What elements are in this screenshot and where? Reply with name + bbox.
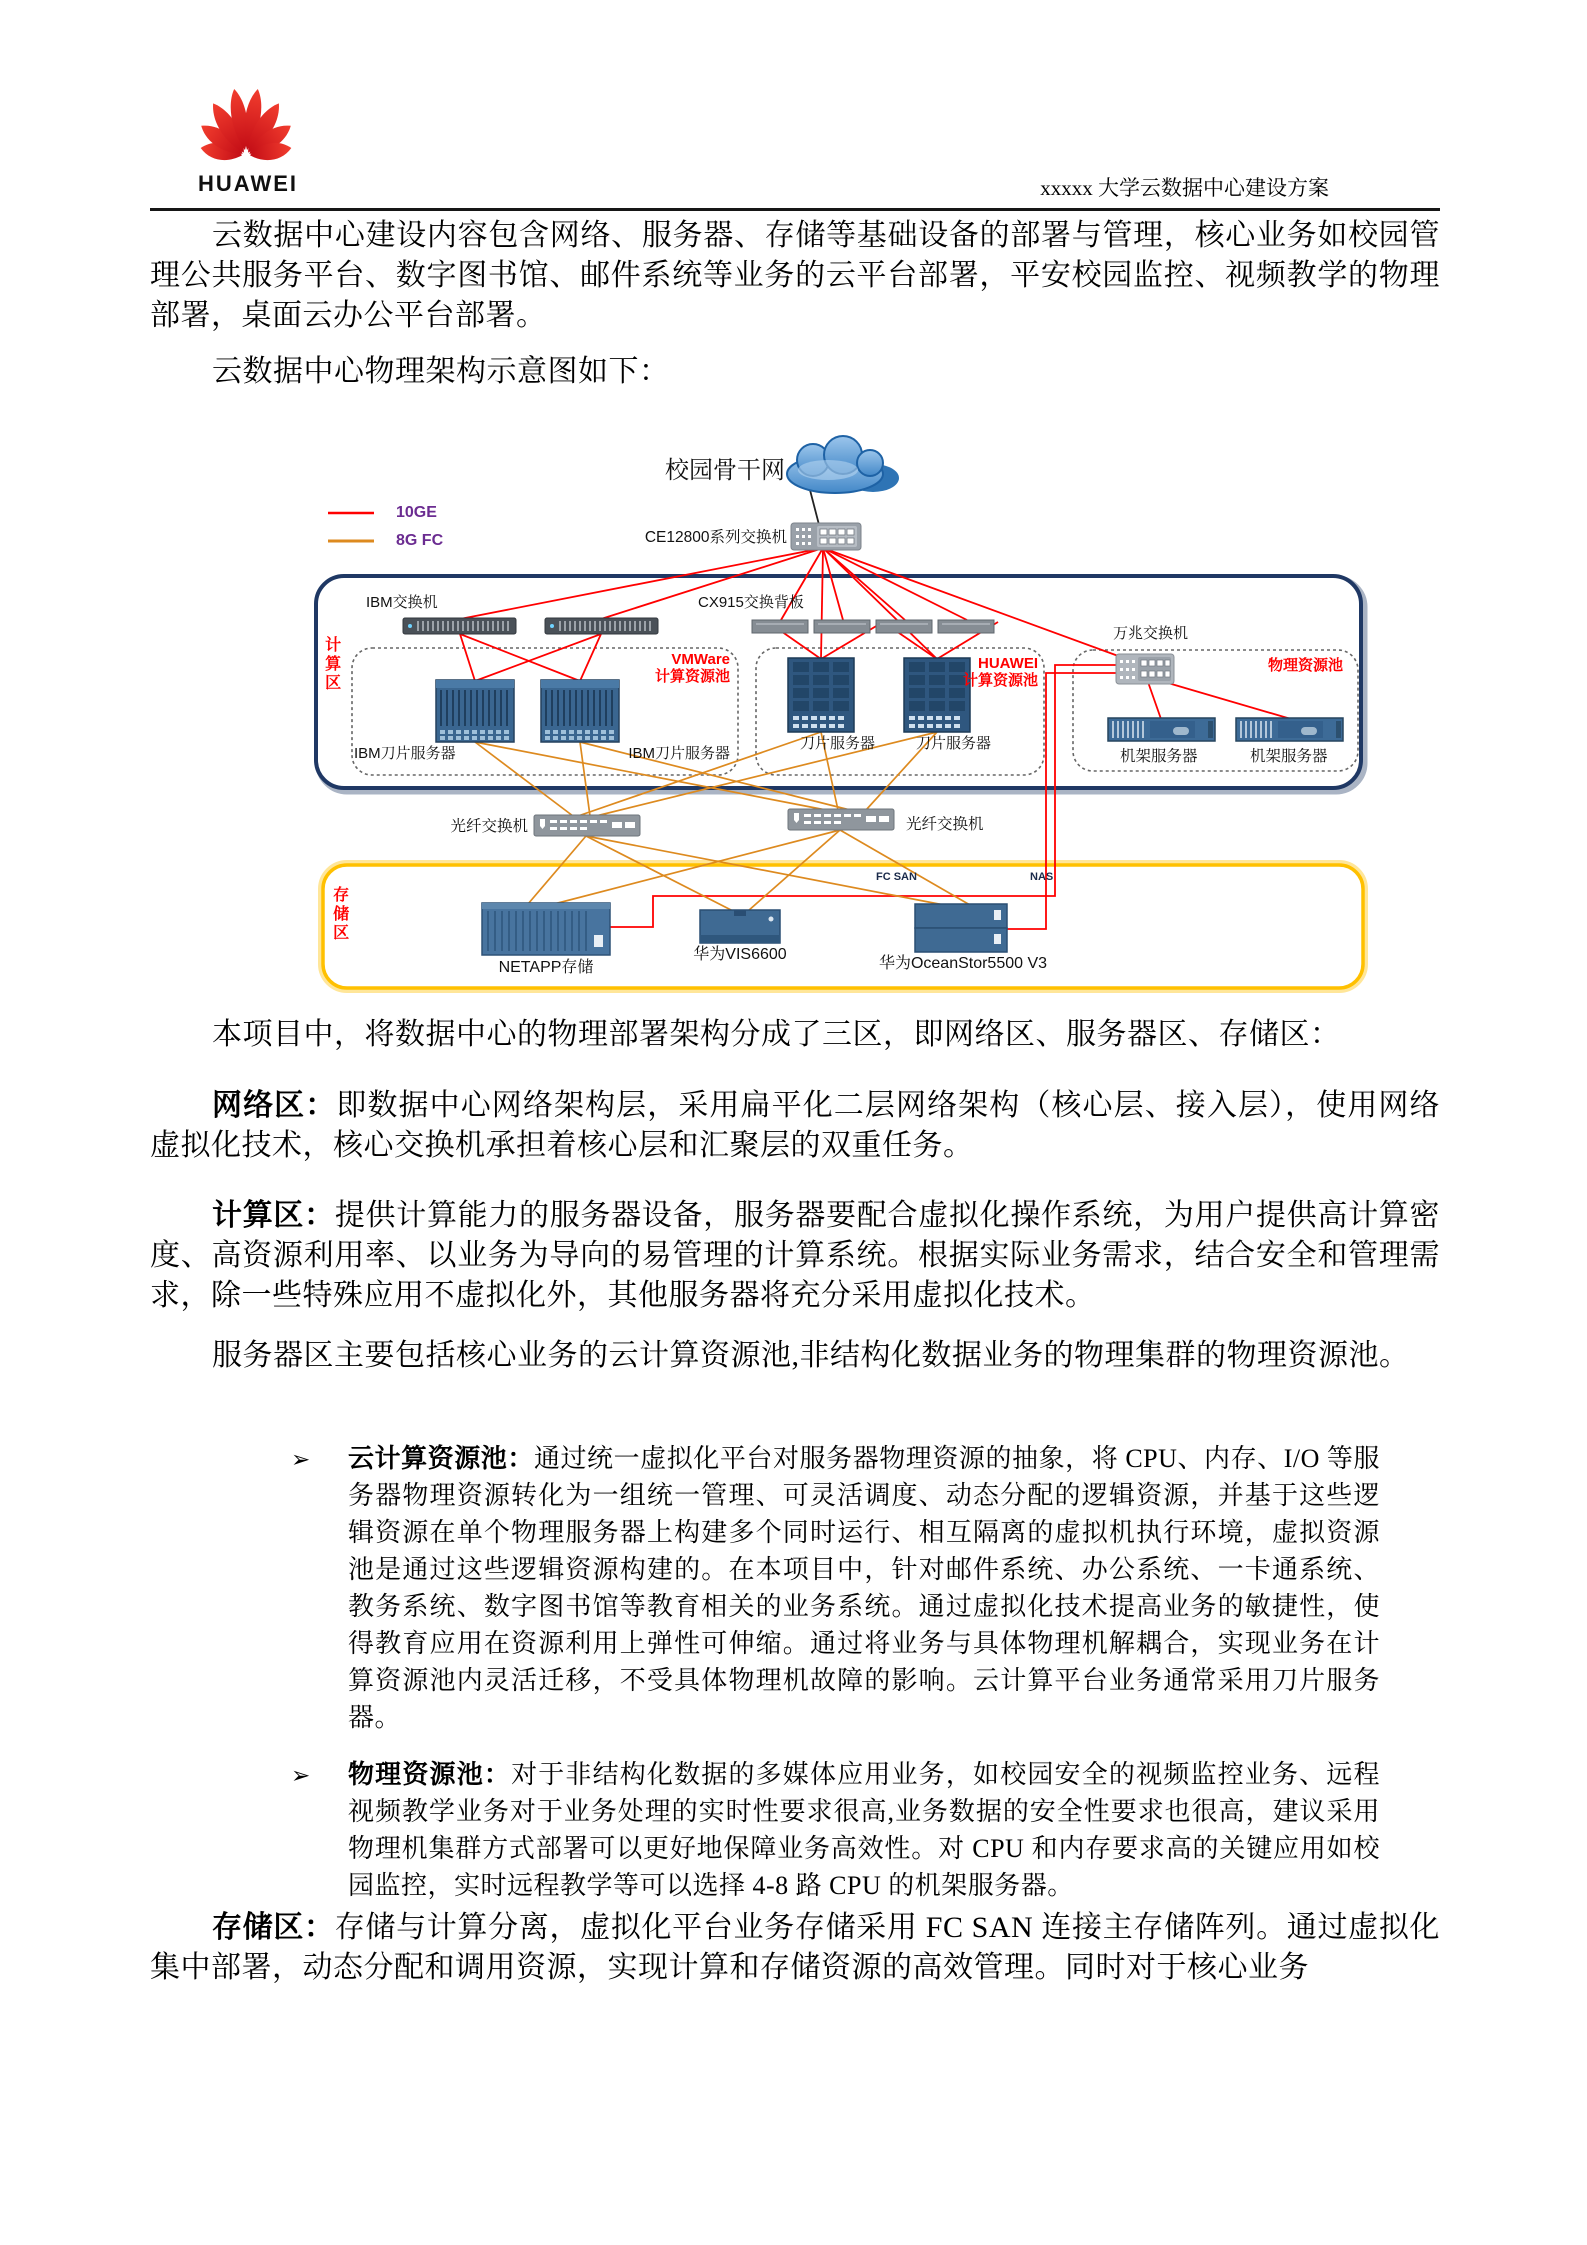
compute-zone-label: 计算区 <box>322 636 340 693</box>
rack-server-label-1: 机架服务器 <box>1120 748 1198 765</box>
vis6600-label: 华为VIS6600 <box>693 946 787 963</box>
cloud-label: 校园骨干网 <box>665 457 785 484</box>
huawei-blade-chassis-icon-1 <box>788 658 854 732</box>
rack-server-icon-2 <box>1236 718 1343 741</box>
netapp-label: NETAPP存储 <box>498 959 594 976</box>
paragraph-three-zones: 本项目中，将数据中心的物理部署架构分成了三区，即网络区、服务器区、存储区： <box>212 1018 1341 1051</box>
blade-label-1: 刀片服务器 <box>800 735 876 752</box>
paragraph-server-zone: 服务器区主要包括核心业务的云计算资源池,非结构化数据业务的物理集群的物理资源池。 <box>212 1339 1410 1372</box>
fiber-switch-icon-left <box>534 815 640 836</box>
cloud-icon <box>787 436 899 493</box>
oceanstor-icon <box>915 904 1007 952</box>
fiber-switch-label-left: 光纤交换机 <box>450 818 528 835</box>
paragraph-network-zone <box>150 1086 1440 1166</box>
fiber-switch-label-right: 光纤交换机 <box>906 816 984 833</box>
bullet-physical-pool <box>150 1756 1380 1904</box>
vis6600-icon <box>700 910 780 943</box>
storage-zone-runin-label: 存储区： <box>212 1911 335 1944</box>
vmware-pool-label-line1: VMWare <box>671 651 730 668</box>
vmware-pool-label-line2: 计算资源池 <box>654 667 730 685</box>
document-header-title: xxxxx 大学云数据中心建设方案 <box>1040 176 1329 200</box>
cx915-label: CX915交换背板 <box>698 594 804 611</box>
netapp-storage-icon <box>482 903 610 955</box>
legend-label-8gfc: 8G FC <box>396 532 444 549</box>
fiber-switch-icon-right <box>788 809 894 830</box>
compute-zone-runin-label: 计算区： <box>212 1199 335 1232</box>
huawei-pool-label-line1: HUAWEI <box>978 655 1038 672</box>
ibm-blade-label-1: IBM刀片服务器 <box>354 745 456 762</box>
legend-label-10ge: 10GE <box>396 504 437 521</box>
rack-server-icon-1 <box>1108 718 1215 741</box>
physical-pool-label: 物理资源池 <box>1267 657 1343 674</box>
storage-zone-label: 存储区 <box>330 886 348 943</box>
ibm-switch-label: IBM交换机 <box>366 594 438 611</box>
10g-switch-icon <box>1116 654 1174 684</box>
nas-label: NAS <box>1030 871 1054 883</box>
ibm-switch-icon-2 <box>545 618 658 634</box>
physical-pool-text: 对于非结构化数据的多媒体应用业务，如校园安全的视频监控业务、远程视频教学业务对于业务处理的实时性要求很高,业务数据的安全性要求也很高，建议采用物理机集群方式部署可以更好地保障业务高效性。对 CPU 和内存要求高的关键应用如校园监控，实时远程教学等可以选择 4-8 路 CPU 的机架服务器。 <box>348 1760 1380 1900</box>
fc-san-label: FC SAN <box>876 871 917 883</box>
compute-zone-text: 提供计算能力的服务器设备，服务器要配合虚拟化操作系统，为用户提供高计算密度、高资源利用率、以业务为导向的易管理的计算系统。根据实际业务需求，结合安全和管理需求，除一些特殊应用不虚拟化外，其他服务器将充分采用虚拟化技术。 <box>150 1199 1441 1312</box>
paragraph-compute-zone <box>150 1196 1440 1316</box>
cloud-pool-runin-label: 云计算资源池： <box>348 1444 534 1473</box>
core-switch-label: CE12800系列交换机 <box>644 529 787 546</box>
bullet-arrow-icon: ➢ <box>291 1763 311 1789</box>
10g-switch-label: 万兆交换机 <box>1113 625 1189 642</box>
rack-server-label-2: 机架服务器 <box>1250 748 1328 765</box>
bullet-cloud-pool <box>150 1440 1380 1736</box>
header-rule <box>150 208 1440 211</box>
blade-label-2: 刀片服务器 <box>916 735 992 752</box>
vmware-pool-label <box>655 652 730 685</box>
architecture-diagram <box>228 430 1368 1005</box>
huawei-logo <box>198 64 308 197</box>
storage-zone-box <box>323 865 1363 988</box>
network-zone-runin-label: 网络区： <box>212 1089 337 1122</box>
cloud-pool-text: 通过统一虚拟化平台对服务器物理资源的抽象，将 CPU、内存、I/O 等服务器物理资源转化为一组统一管理、可灵活调度、动态分配的逻辑资源，并基于这些逻辑资源在单个物理服务器上构建多个同时运行、相互隔离的虚拟机执行环境，虚拟资源池是通过这些逻辑资源构建的。在本项目中，针对邮件系统、办公系统、一卡通系统、教务系统、数字图书馆等教育相关的业务系统。通过虚拟化技术提高业务的敏捷性，使得教育应用在资源利用上弹性可伸缩。通过将业务与具体物理机解耦合，实现业务在计算资源池内灵活迁移，不受具体物理机故障的影响。云计算平台业务通常采用刀片服务器。 <box>348 1444 1380 1732</box>
network-zone-text: 即数据中心网络架构层，采用扁平化二层网络架构（核心层、接入层），使用网络虚拟化技术，核心交换机承担着核心层和汇聚层的双重任务。 <box>150 1089 1440 1162</box>
ibm-switch-icon-1 <box>403 618 516 634</box>
huawei-pool-label-line2: 计算资源池 <box>962 671 1038 689</box>
huawei-wordmark: HUAWEI <box>198 171 298 196</box>
paragraph-storage-zone <box>150 1908 1440 1988</box>
paragraph-diagram-caption: 云数据中心物理架构示意图如下： <box>212 355 670 388</box>
ibm-blade-label-2: IBM刀片服务器 <box>628 745 730 762</box>
core-switch-icon <box>791 523 861 550</box>
oceanstor-label: 华为OceanStor5500 V3 <box>878 955 1048 972</box>
ibm-blade-chassis-icon-1 <box>436 680 514 742</box>
physical-pool-runin-label: 物理资源池： <box>348 1760 512 1789</box>
huawei-pool-label <box>963 656 1038 689</box>
bullet-arrow-icon: ➢ <box>291 1447 311 1473</box>
huawei-flower-icon <box>198 64 294 164</box>
storage-zone-text: 存储与计算分离，虚拟化平台业务存储采用 FC SAN 连接主存储阵列。通过虚拟化集中部署，动态分配和调用资源，实现计算和存储资源的高效管理。同时对于核心业务 <box>150 1911 1440 1984</box>
huawei-blade-chassis-icon-2 <box>904 658 970 732</box>
ibm-blade-chassis-icon-2 <box>541 680 619 742</box>
paragraph-intro: 云数据中心建设内容包含网络、服务器、存储等基础设备的部署与管理，核心业务如校园管理公共服务平台、数字图书馆、邮件系统等业务的云平台部署，平安校园监控、视频教学的物理部署，桌面云办公平台部署。 <box>150 219 1440 332</box>
